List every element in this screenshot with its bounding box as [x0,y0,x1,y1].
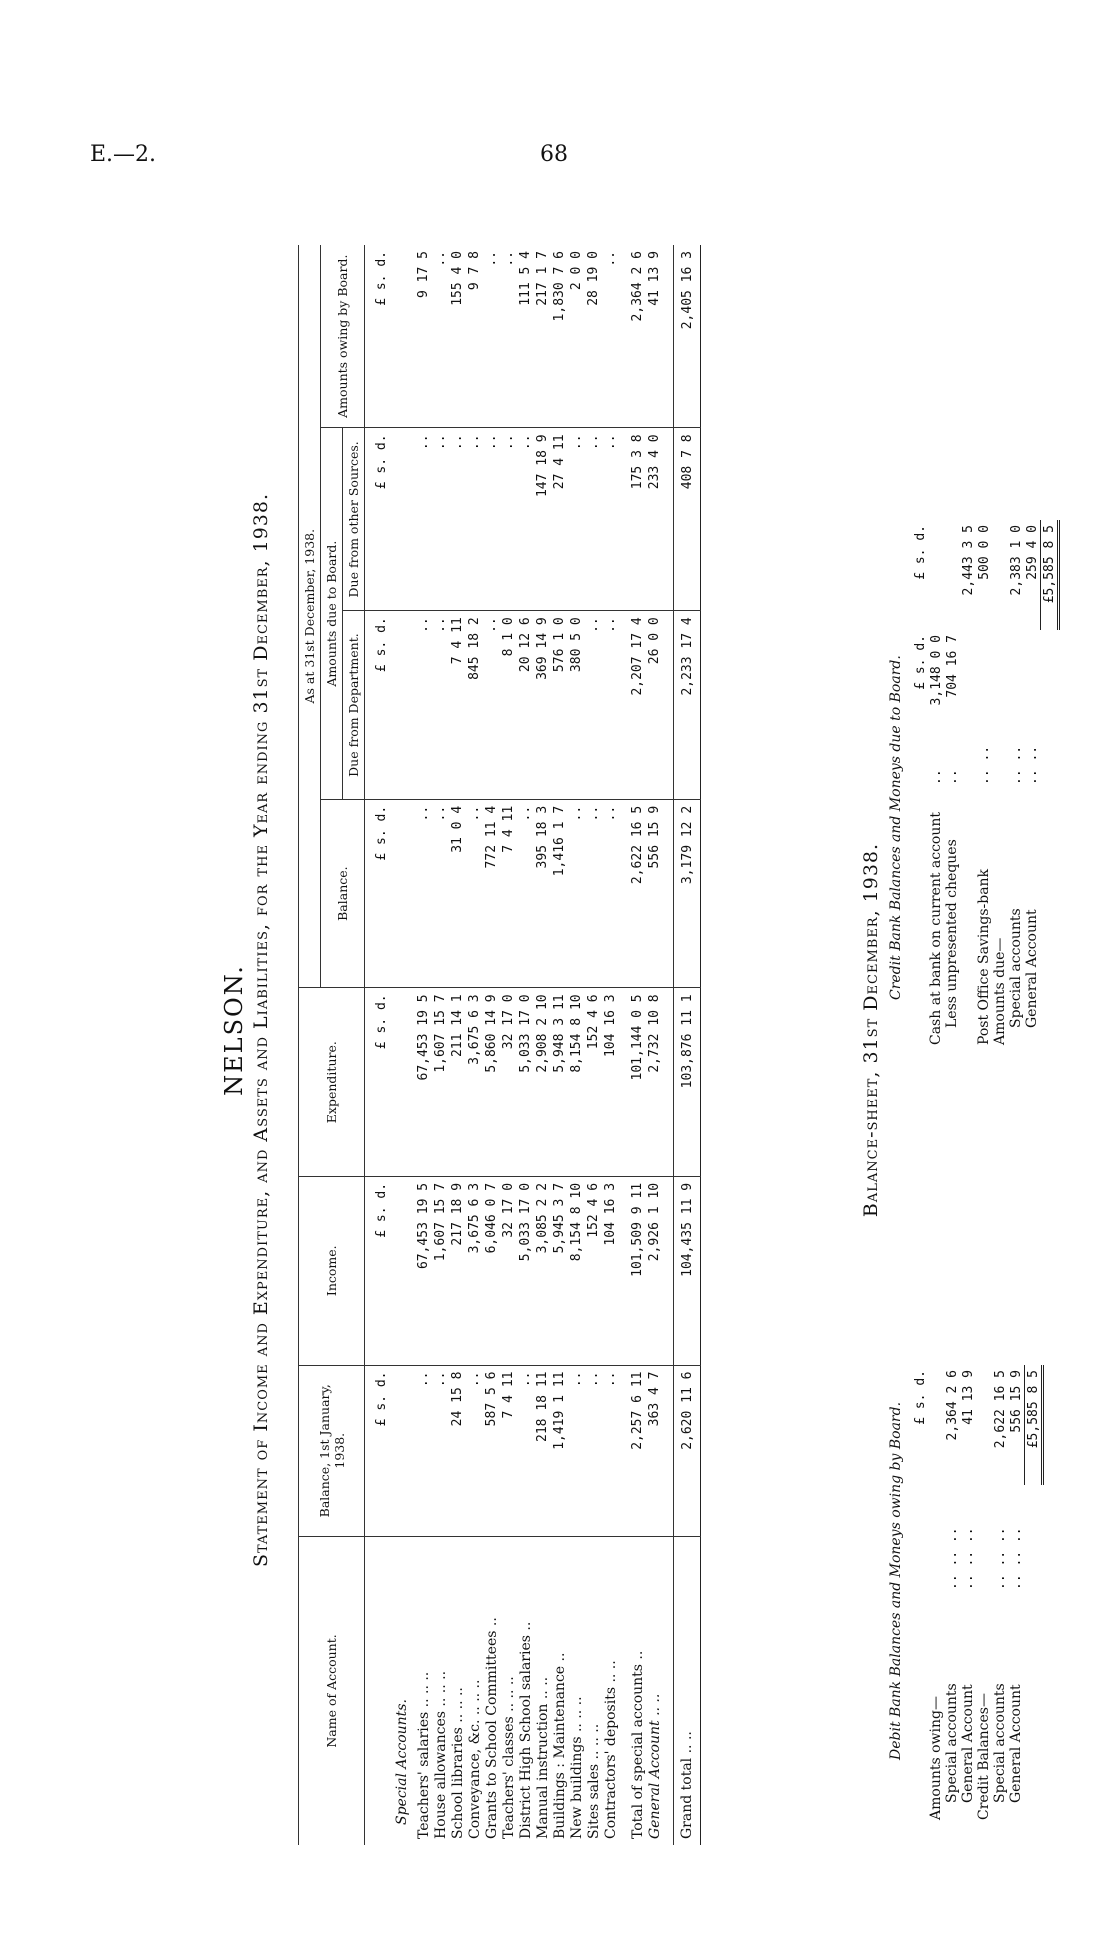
amount-cell: 2,364 2 6 [629,245,646,428]
amount-cell: 5,033 17 0 [517,1176,534,1365]
credit-table [912,520,1060,1050]
amount-cell: 2,233 17 4 [674,611,701,800]
header-due-other: Due from other Sources. [343,428,365,611]
credit-amount: 2,383 1 0 [1008,525,1024,596]
amount-cell: 556 15 9 [646,799,663,988]
debit-units: £ s. d. [912,1370,928,1425]
page-number: 68 [540,142,568,167]
leader-dots [992,740,1008,790]
credit-row [1024,520,1041,1050]
debit-table [912,1365,1044,1825]
debit-label: Special accounts [992,1683,1008,1803]
table-row [517,245,534,1845]
leader-dots: .. .. .. [944,1527,960,1590]
account-name: Grants to School Committees .. [483,1617,500,1839]
amount-cell: 772 11 4 [483,799,500,988]
amount-cell: 175 3 8 [629,428,646,611]
amount-cell: 5,860 14 9 [483,988,500,1177]
amount-cell: 218 18 11 [534,1365,551,1536]
amount-cell: 28 19 0 [585,245,602,428]
amount-cell: 363 4 7 [646,1365,663,1536]
header-balance-jan: Balance, 1st January, 1938. [299,1365,365,1536]
table-row [432,245,449,1845]
amount-cell: .. [568,428,585,611]
header-balance: Balance. [321,799,365,988]
amount-cell: 101,509 9 11 [629,1176,646,1365]
amount-cell: 1,830 7 6 [551,245,568,428]
amount-cell: .. [602,1365,619,1536]
amount-cell: .. [585,611,602,800]
amount-cell: .. [602,611,619,800]
table-row [415,245,432,1845]
amount-cell: 233 4 0 [646,428,663,611]
account-name: Grand total .. .. [674,1536,701,1845]
section-label: Special Accounts. [394,1699,410,1825]
credit-inner-amount: 3,148 0 0 [928,635,944,706]
amount-cell: 3,675 6 3 [466,988,483,1177]
rotated-page [220,180,1060,1880]
debit-label: General Account [1008,1684,1025,1803]
table-row [585,245,602,1845]
account-name: Teachers' salaries .. .. .. [415,1671,432,1839]
account-name: Total of special accounts .. [629,1650,646,1839]
amount-cell: .. [466,428,483,611]
debit-row [944,1365,960,1825]
units-row [365,245,390,1845]
amount-cell: 24 15 8 [449,1365,466,1536]
amount-cell: 152 4 6 [585,1176,602,1365]
amount-cell: 8 1 0 [500,611,517,800]
account-name: General Account .. .. [646,1693,663,1839]
account-name: Buildings : Maintenance .. [551,1652,568,1839]
amount-cell: 1,416 1 7 [551,799,568,988]
amount-cell: .. [432,245,449,428]
amount-cell: 155 4 0 [449,245,466,428]
credit-amount [992,520,1008,630]
amount-cell: .. [483,428,500,611]
credit-row [928,520,944,1050]
credit-total-row [1041,520,1059,1050]
credit-label: Cash at bank on current account [928,811,944,1045]
amount-cell: 408 7 8 [674,428,701,611]
leader-dots: .. [928,769,944,785]
page-reference: E.—2. [90,142,157,167]
debit-label: Amounts owing— [928,1696,944,1820]
header-owing: Amounts owing by Board. [321,245,365,428]
debit-amount [976,1365,992,1485]
header-income: Income. [299,1176,365,1365]
account-name: Conveyance, &c. .. .. .. [466,1679,483,1839]
amount-cell: 41 13 9 [646,245,663,428]
amount-cell: 2,620 11 6 [674,1365,701,1536]
amount-cell: 104,435 11 9 [674,1176,701,1365]
amount-cell: 2,926 1 10 [646,1176,663,1365]
amount-cell: 152 4 6 [585,988,602,1177]
table-row [551,245,568,1845]
table-row [466,245,483,1845]
amount-cell: 32 17 0 [500,988,517,1177]
credit-inner-amount: 704 16 7 [944,635,960,698]
debit-total-row [1025,1365,1043,1825]
amount-cell: .. [415,799,432,988]
debit-amount: 556 15 9 [1008,1370,1024,1433]
header-amounts-due: Amounts due to Board. [321,428,343,799]
header-name: Name of Account. [299,1536,365,1845]
amount-cell: 31 0 4 [449,799,466,988]
leader-dots [928,1485,944,1595]
amount-cell: 7 4 11 [500,1365,517,1536]
amount-cell: .. [500,245,517,428]
amount-cell: .. [517,799,534,988]
credit-label [960,790,976,1050]
amount-cell: 26 0 0 [646,611,663,800]
amount-cell: .. [415,611,432,800]
table-row [483,245,500,1845]
amount-cell: 20 12 6 [517,611,534,800]
header-as-at: As at 31st December, 1938. [299,245,321,988]
amount-cell: 2,622 16 5 [629,799,646,988]
amount-cell: 5,945 3 7 [551,1176,568,1365]
credit-heading: Credit Bank Balances and Moneys due to Board. [888,655,904,1000]
credit-row [944,520,960,1050]
unit-cell: £ s. d. [365,1365,390,1536]
amount-cell: .. [517,428,534,611]
amount-cell: 380 5 0 [568,611,585,800]
page-title: NELSON. [220,964,248,1096]
amount-cell: .. [432,611,449,800]
amount-cell: 8,154 8 10 [568,988,585,1177]
amount-cell: .. [432,428,449,611]
amount-cell: .. [517,1365,534,1536]
amount-cell: .. [602,428,619,611]
account-name: New buildings .. .. .. [568,1696,585,1839]
amount-cell: 395 18 3 [534,799,551,988]
debit-row [992,1365,1008,1825]
leader-dots: .. .. .. [1008,1527,1024,1590]
amount-cell: .. [585,799,602,988]
credit-amount: 500 0 0 [976,525,992,580]
amount-cell: 587 5 6 [483,1365,500,1536]
amount-cell: 3,179 12 2 [674,799,701,988]
debit-label: Credit Balances— [976,1693,992,1820]
spacer-row [619,245,629,1845]
account-name: Manual instruction .. .. [534,1676,551,1839]
unit-cell: £ s. d. [365,245,390,428]
table-row [449,245,466,1845]
credit-units-inner: £ s. d. [912,635,928,690]
credit-label: Post Office Savings-bank [976,868,992,1045]
credit-inner-amount [960,630,976,740]
credit-label: Amounts due— [992,937,1008,1045]
amount-cell: .. [415,1365,432,1536]
amount-cell: .. [483,611,500,800]
account-name: Teachers' classes .. .. .. [500,1676,517,1839]
account-name: District High School salaries .. [517,1621,534,1839]
amount-cell: 2,207 17 4 [629,611,646,800]
amount-cell: 147 18 9 [534,428,551,611]
amount-cell: .. [432,799,449,988]
debit-total: £5,585 8 5 [1025,1365,1043,1485]
amount-cell: 845 18 2 [466,611,483,800]
debit-label: Special accounts [944,1683,960,1803]
amount-cell: 27 4 11 [551,428,568,611]
credit-label: Special accounts [1008,908,1024,1028]
unit-cell: £ s. d. [365,611,390,800]
debit-row [976,1365,992,1825]
amount-cell: 3,675 6 3 [466,1176,483,1365]
amount-cell: 7 4 11 [449,611,466,800]
amount-cell: .. [568,1365,585,1536]
amount-cell: .. [483,245,500,428]
amount-cell: 111 5 4 [517,245,534,428]
amount-cell: .. [432,1365,449,1536]
account-name: School libraries .. .. .. [449,1687,466,1839]
unit-cell: £ s. d. [365,1176,390,1365]
amount-cell: .. [415,428,432,611]
account-name: Sites sales .. .. .. [585,1723,602,1839]
credit-row [992,520,1008,1050]
leader-dots: .. [944,769,960,785]
leader-dots: .. .. .. [992,1527,1008,1590]
amount-cell: 1,419 1 11 [551,1365,568,1536]
credit-row [976,520,992,1050]
table-row [674,245,701,1845]
table-row [602,245,619,1845]
amount-cell: 6,046 0 7 [483,1176,500,1365]
amount-cell: .. [449,428,466,611]
leader-dots: .. .. .. [960,1527,976,1590]
credit-amount [928,520,944,630]
account-name: Contractors' deposits .. .. [602,1660,619,1839]
amount-cell: 1,607 15 7 [432,1176,449,1365]
credit-amount [944,520,960,630]
amount-cell: 8,154 8 10 [568,1176,585,1365]
debit-row [928,1365,944,1825]
section-row [389,245,415,1845]
credit-amount: 259 4 0 [1024,525,1040,580]
account-name: House allowances .. .. .. [432,1670,449,1839]
table-row [500,245,517,1845]
credit-row [960,520,976,1050]
amount-cell: 5,033 17 0 [517,988,534,1177]
amount-cell: 217 1 7 [534,245,551,428]
amount-cell: 1,607 15 7 [432,988,449,1177]
table-row [646,245,663,1845]
credit-inner-amount [1024,630,1041,740]
debit-amount: 41 13 9 [960,1370,976,1425]
amount-cell: 104 16 3 [602,988,619,1177]
amount-cell: .. [500,428,517,611]
amount-cell: 9 17 5 [415,245,432,428]
statement-subtitle: Statement of Income and Expenditure, and Assets and Liabilities, for the Year ending 31st December, 1938. [250,492,272,1568]
leader-dots [976,1485,992,1595]
amount-cell: 103,876 11 1 [674,988,701,1177]
amount-cell: 576 1 0 [551,611,568,800]
header-due-dept: Due from Department. [343,611,365,800]
amount-cell: 3,085 2 2 [534,1176,551,1365]
amount-cell: 217 18 9 [449,1176,466,1365]
amount-cell: 2 0 0 [568,245,585,428]
debit-row [1008,1365,1025,1825]
credit-total: £5,585 8 5 [1041,520,1059,630]
amount-cell: .. [568,799,585,988]
amount-cell: .. [585,1365,602,1536]
unit-cell: £ s. d. [365,428,390,611]
amount-cell: 32 17 0 [500,1176,517,1365]
amount-cell: .. [602,245,619,428]
amount-cell: 2,732 10 8 [646,988,663,1177]
amount-cell: 369 14 9 [534,611,551,800]
amount-cell: .. [466,1365,483,1536]
leader-dots [960,740,976,790]
credit-label: Less unpresented cheques [944,839,960,1028]
debit-amount [928,1365,944,1485]
amount-cell: 2,908 2 10 [534,988,551,1177]
spacer-row [663,245,674,1845]
leader-dots: .. .. [1008,745,1024,785]
amount-cell: 5,948 3 11 [551,988,568,1177]
amount-cell: 101,144 0 5 [629,988,646,1177]
debit-row [960,1365,976,1825]
amount-cell: 67,453 19 5 [415,988,432,1177]
amount-cell: 9 7 8 [466,245,483,428]
credit-inner-amount [992,630,1008,740]
statement-table [298,245,701,1845]
debit-amount: 2,364 2 6 [944,1370,960,1441]
credit-inner-amount [976,630,992,740]
amount-cell: .. [585,428,602,611]
leader-dots: .. .. [976,745,992,785]
amount-cell: 104 16 3 [602,1176,619,1365]
amount-cell: 211 14 1 [449,988,466,1177]
amount-cell: 2,405 16 3 [674,245,701,428]
amount-cell: .. [602,799,619,988]
header-expenditure: Expenditure. [299,988,365,1177]
debit-heading: Debit Bank Balances and Moneys owing by Board. [888,1401,904,1760]
table-row [534,245,551,1845]
credit-label: General Account [1024,909,1041,1028]
leader-dots: .. .. [1024,745,1040,785]
amount-cell: .. [466,799,483,988]
debit-label: General Account [960,1684,976,1803]
credit-amount: 2,443 3 5 [960,525,976,596]
credit-row [1008,520,1024,1050]
unit-cell: £ s. d. [365,988,390,1177]
table-row [568,245,585,1845]
unit-cell: £ s. d. [365,799,390,988]
amount-cell: 2,257 6 11 [629,1365,646,1536]
credit-inner-amount [1008,630,1024,740]
debit-amount: 2,622 16 5 [992,1370,1008,1449]
credit-units-outer: £ s. d. [912,525,928,580]
amount-cell: 67,453 19 5 [415,1176,432,1365]
amount-cell: 7 4 11 [500,799,517,988]
table-row [629,245,646,1845]
balance-sheet-title: Balance-sheet, 31st December, 1938. [860,842,882,1218]
